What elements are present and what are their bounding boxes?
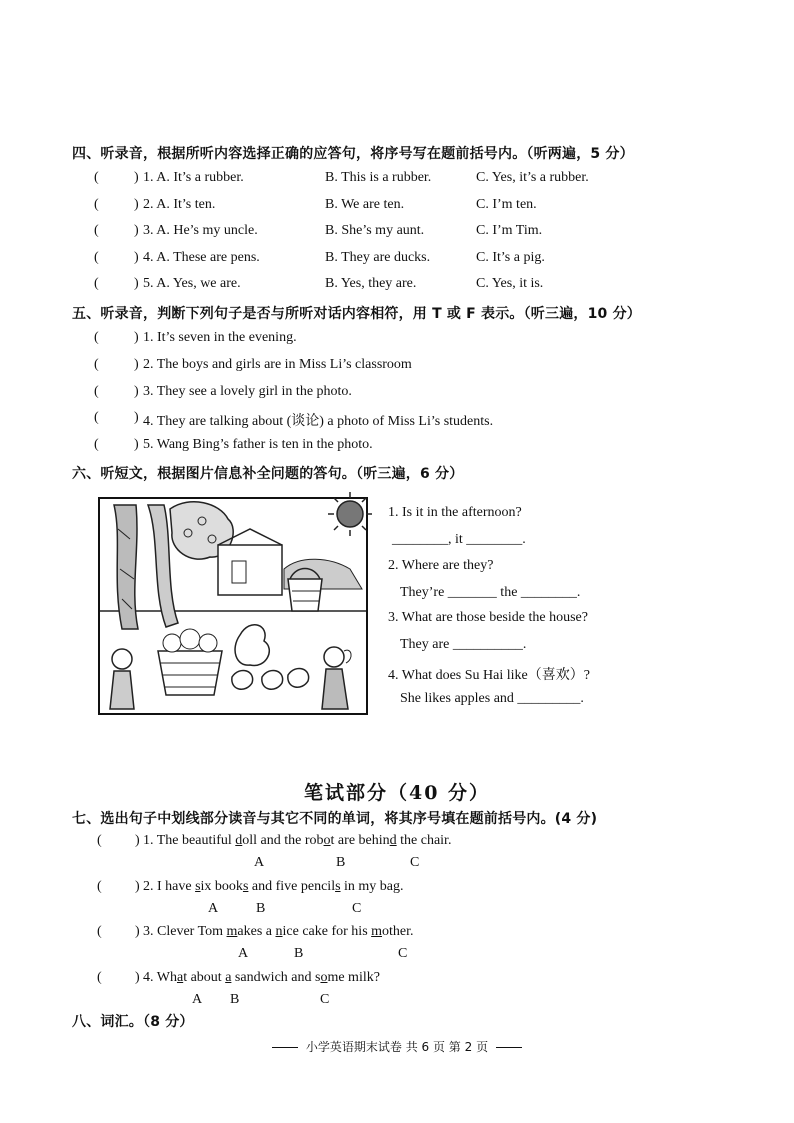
statement-text: 2. The boys and girls are in Miss Li’s classroom — [143, 356, 412, 372]
sec6-question-4: 4. What does Su Hai like（喜欢）? — [388, 668, 590, 683]
answer-bracket-close: ) — [134, 330, 139, 345]
sentence-part: oll and the rob — [242, 833, 324, 848]
answer-bracket-open[interactable]: ( — [97, 878, 102, 894]
answer-bracket-open[interactable]: ( — [94, 196, 99, 212]
sentence — [143, 879, 404, 895]
answer-bracket-close: ) — [134, 249, 139, 265]
answer-bracket-close: ) — [134, 410, 139, 426]
sec5-row — [94, 357, 714, 377]
sec6-answer-2[interactable]: They’re _______ the ________. — [400, 585, 581, 600]
option-a: 1. A. It’s a rubber. — [143, 170, 244, 185]
page-footer — [0, 1038, 794, 1055]
answer-bracket-open[interactable]: ( — [97, 969, 102, 985]
section-4-heading: 四、听录音，根据所听内容选择正确的应答句，将序号写在题前括号内。（听两遍，5 分） — [72, 146, 634, 162]
sec6-question-2: 2. Where are they? — [388, 558, 494, 573]
answer-bracket-close: ) — [134, 170, 139, 185]
sentence — [143, 924, 414, 940]
sentence-part: the chair. — [396, 833, 452, 848]
underlined-part-b: n — [275, 924, 283, 940]
sec4-row — [94, 223, 714, 243]
answer-bracket-open[interactable]: ( — [94, 330, 99, 345]
answer-bracket-close: ) — [135, 924, 140, 940]
choice-letter-b: B — [230, 991, 240, 1007]
sec4-row — [94, 276, 714, 296]
footer-dash-left — [272, 1047, 298, 1048]
option-a: 2. A. It’s ten. — [143, 196, 216, 212]
sentence-part: t are behin — [330, 833, 390, 848]
sec7-row — [97, 879, 737, 899]
sec7-row — [97, 970, 737, 990]
sentence-part: me milk? — [327, 969, 380, 985]
answer-bracket-close: ) — [135, 833, 140, 848]
statement-text: 5. Wang Bing’s father is ten in the photo. — [143, 437, 373, 453]
sentence-part: ix book — [200, 878, 243, 894]
answer-bracket-close: ) — [134, 196, 139, 212]
option-c: C. Yes, it’s a rubber. — [476, 170, 589, 185]
underlined-part-b: s — [242, 878, 249, 894]
choice-letter-c: C — [410, 855, 420, 870]
sec7-row — [97, 924, 737, 944]
answer-bracket-close: ) — [134, 437, 139, 453]
underlined-part-a: s — [195, 878, 201, 894]
sec6-question-1: 1. Is it in the afternoon? — [388, 505, 522, 520]
answer-bracket-open[interactable]: ( — [94, 383, 99, 399]
underlined-part-b: a — [225, 969, 232, 985]
statement-text: 3. They see a lovely girl in the photo. — [143, 383, 352, 399]
section-8-heading: 八、词汇。（8 分） — [72, 1014, 194, 1030]
sentence-part: akes a — [237, 924, 276, 940]
answer-bracket-close: ) — [134, 223, 139, 238]
choice-letter-a: A — [238, 946, 249, 962]
statement-text: 1. It’s seven in the evening. — [143, 330, 297, 345]
underlined-part-c: o — [320, 969, 328, 985]
answer-bracket-open[interactable]: ( — [94, 410, 99, 426]
sec6-question-3: 3. What are those beside the house? — [388, 610, 588, 625]
underlined-part-a: d — [235, 833, 243, 848]
answer-bracket-open[interactable]: ( — [97, 833, 102, 848]
option-c: C. I’m Tim. — [476, 223, 543, 238]
sun-icon — [326, 490, 374, 538]
choice-letter-c: C — [320, 991, 330, 1007]
answer-bracket-open[interactable]: ( — [94, 170, 99, 185]
sentence — [143, 833, 451, 849]
choice-letter-b: B — [256, 900, 266, 916]
option-c: C. Yes, it is. — [476, 276, 544, 291]
underlined-part-c: m — [371, 924, 383, 940]
sec5-row — [94, 330, 714, 350]
sec4-row — [94, 250, 714, 270]
sentence-part: 3. Clever Tom — [143, 924, 227, 940]
written-part-title: 笔试部分（40 分） — [303, 782, 491, 804]
sentence-part: t about — [183, 969, 226, 985]
choice-letter-a: A — [208, 900, 219, 916]
section-6-heading: 六、听短文，根据图片信息补全问题的答句。（听三遍，6 分） — [72, 466, 464, 482]
sentence — [143, 970, 380, 986]
option-c: C. It’s a pig. — [476, 249, 545, 265]
option-a: 4. A. These are pens. — [143, 249, 260, 265]
underlined-part-a: m — [226, 924, 238, 940]
sec5-row — [94, 384, 714, 404]
underlined-part-b: o — [323, 833, 331, 848]
sec5-row — [94, 410, 714, 430]
sentence-part: 1. The beautiful — [143, 833, 236, 848]
option-c: C. I’m ten. — [476, 196, 537, 212]
section-7-heading: 七、选出句子中划线部分读音与其它不同的单词，将其序号填在题前括号内。(4 分) — [72, 811, 598, 827]
answer-bracket-open[interactable]: ( — [94, 223, 99, 238]
option-b: B. Yes, they are. — [325, 276, 417, 291]
footer-text: 小学英语期末试卷 共 6 页 第 2 页 — [305, 1040, 489, 1054]
choice-letter-b: B — [336, 855, 346, 870]
statement-text: 4. They are talking about (谈论) a photo of Miss Li’s students. — [143, 414, 494, 430]
option-a: 5. A. Yes, we are. — [143, 276, 241, 291]
answer-bracket-open[interactable]: ( — [94, 276, 99, 291]
footer-dash-right — [496, 1047, 522, 1048]
answer-bracket-open[interactable]: ( — [94, 437, 99, 453]
sentence-part: 4. Wh — [143, 969, 177, 985]
option-b: B. This is a rubber. — [325, 170, 432, 185]
sec4-row — [94, 197, 714, 217]
answer-bracket-open[interactable]: ( — [94, 356, 99, 372]
option-b: B. They are ducks. — [325, 249, 431, 265]
section-5-heading: 五、听录音，判断下列句子是否与所听对话内容相符，用 T 或 F 表示。（听三遍，10 分） — [72, 306, 641, 322]
answer-bracket-close: ) — [134, 276, 139, 291]
sentence-part: and five pencil — [248, 878, 336, 894]
option-a: 3. A. He’s my uncle. — [143, 223, 258, 238]
sec7-row — [97, 833, 737, 853]
underlined-part-c: s — [335, 878, 341, 894]
sec5-row — [94, 437, 714, 457]
underlined-part-a: a — [176, 969, 184, 985]
sec6-answer-1[interactable]: ________, it ________. — [392, 532, 526, 547]
sec6-answer-3[interactable]: They are __________. — [400, 637, 527, 652]
choice-letter-b: B — [294, 946, 304, 962]
sec6-answer-4[interactable]: She likes apples and _________. — [400, 691, 584, 706]
sentence-part: sandwich and s — [231, 969, 321, 985]
option-b: B. She’s my aunt. — [325, 223, 425, 238]
choice-letter-a: A — [254, 855, 265, 870]
answer-bracket-close: ) — [134, 356, 139, 372]
choice-letter-c: C — [398, 946, 408, 962]
sentence-part: other. — [382, 924, 414, 940]
sentence-part: 2. I have — [143, 878, 196, 894]
sentence-part: in my bag. — [340, 878, 404, 894]
choice-letter-a: A — [192, 991, 203, 1007]
sentence-part: ice cake for his — [282, 924, 372, 940]
sec4-row — [94, 170, 714, 190]
answer-bracket-open[interactable]: ( — [97, 924, 102, 940]
option-b: B. We are ten. — [325, 196, 405, 212]
underlined-part-c: d — [389, 833, 397, 848]
answer-bracket-close: ) — [135, 878, 140, 894]
answer-bracket-open[interactable]: ( — [94, 249, 99, 265]
choice-letter-c: C — [352, 900, 362, 916]
answer-bracket-close: ) — [135, 969, 140, 985]
answer-bracket-close: ) — [134, 383, 139, 399]
